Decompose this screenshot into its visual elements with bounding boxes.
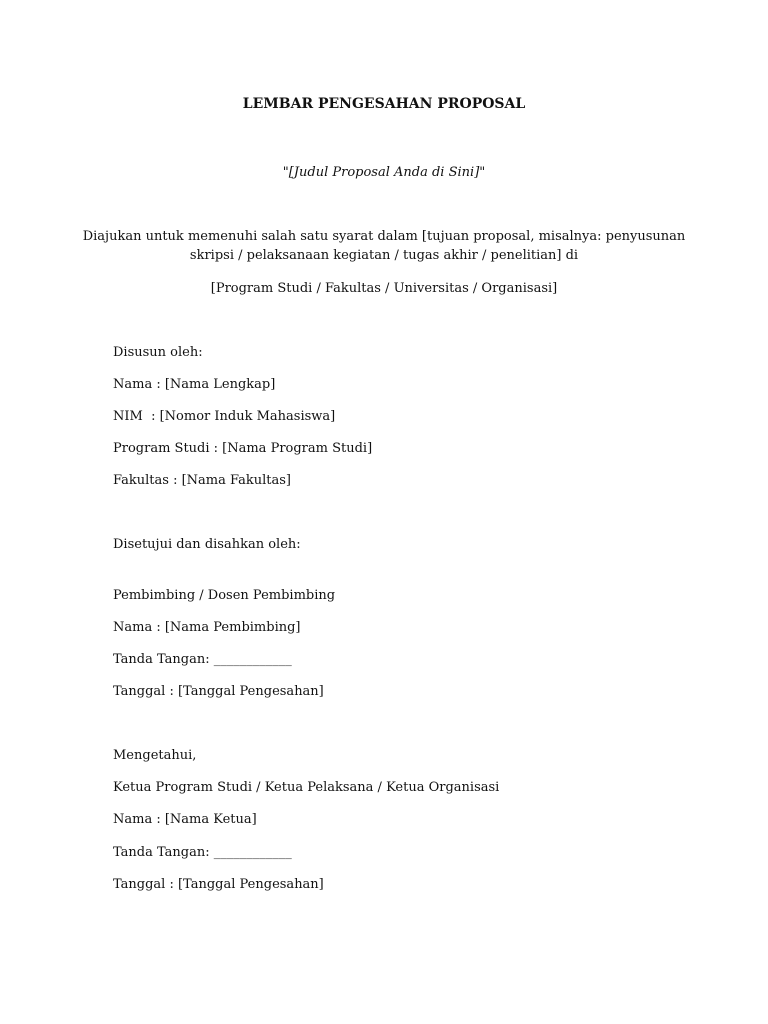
- document-title: LEMBAR PENGESAHAN PROPOSAL: [242, 96, 526, 112]
- acknowledged-date: Tanggal : [Tanggal Pengesahan]: [113, 877, 324, 892]
- author-program: Program Studi : [Nama Program Studi]: [113, 441, 373, 456]
- approval-signature: Tanda Tangan: ____________: [113, 652, 292, 667]
- approval-name: Nama : [Nama Pembimbing]: [113, 620, 301, 635]
- author-heading: Disusun oleh:: [113, 345, 203, 360]
- purpose-text-line-1: Diajukan untuk memenuhi salah satu syarat dalam [tujuan proposal, misalnya: penyusunan: [82, 229, 686, 244]
- acknowledged-signature: Tanda Tangan: ____________: [113, 845, 292, 860]
- author-faculty: Fakultas : [Nama Fakultas]: [113, 473, 292, 488]
- approval-role: Pembimbing / Dosen Pembimbing: [113, 588, 336, 603]
- purpose-text-line-2: skripsi / pelaksanaan kegiatan / tugas akhir / penelitian] di: [189, 248, 579, 263]
- acknowledged-role: Ketua Program Studi / Ketua Pelaksana / Ketua Organisasi: [113, 780, 500, 795]
- author-nim: NIM : [Nomor Induk Mahasiswa]: [113, 409, 336, 424]
- author-name: Nama : [Nama Lengkap]: [113, 377, 276, 392]
- approval-date: Tanggal : [Tanggal Pengesahan]: [113, 684, 324, 699]
- proposal-title: "[Judul Proposal Anda di Sini]": [282, 165, 486, 180]
- approval-heading: Disetujui dan disahkan oleh:: [113, 537, 301, 552]
- acknowledged-heading: Mengetahui,: [113, 748, 197, 763]
- acknowledged-name: Nama : [Nama Ketua]: [113, 812, 257, 827]
- institution-text: [Program Studi / Fakultas / Universitas / Organisasi]: [210, 281, 558, 296]
